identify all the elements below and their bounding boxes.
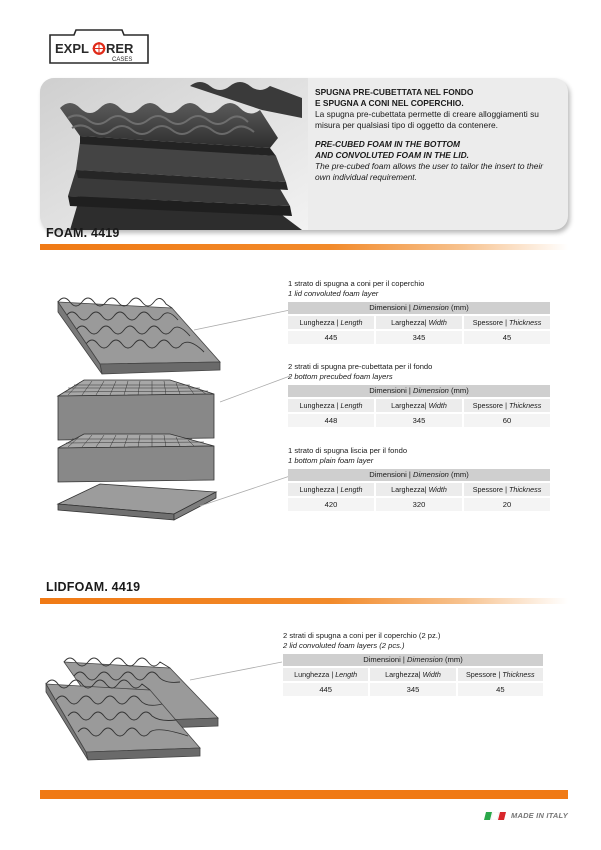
- thickness-value: 60: [464, 414, 550, 427]
- spec-caption-it: 1 strato di spugna liscia per il fondo: [288, 446, 408, 455]
- svg-text:EXPL: EXPL: [55, 41, 89, 56]
- it-heading-line-2: E SPUGNA A CONI NEL COPERCHIO.: [315, 98, 464, 108]
- foam-photo: [40, 78, 308, 230]
- length-value: 445: [288, 331, 374, 344]
- values-row: [288, 414, 550, 427]
- spec-bottom-precubed: [288, 362, 550, 427]
- it-body-line-2: misura per qualsiasi tipo di oggetto da contenere.: [315, 120, 498, 130]
- thickness-header: Spessore | Thickness: [464, 483, 550, 496]
- thickness-value: 45: [458, 683, 543, 696]
- column-headers: [288, 483, 550, 496]
- en-body-line-2: own individual requirement.: [315, 172, 417, 182]
- length-value: 445: [283, 683, 368, 696]
- width-value: 345: [376, 414, 462, 427]
- values-row: [288, 498, 550, 511]
- thickness-header: Spessore | Thickness: [464, 316, 550, 329]
- dimension-header: Dimensioni | Dimension (mm): [288, 302, 550, 314]
- length-header: Lunghezza | Length: [288, 483, 374, 496]
- it-body-line-1: La spugna pre-cubettata permette di creare alloggiamenti su: [315, 109, 539, 119]
- svg-text:CASES: CASES: [112, 57, 133, 63]
- section-rule-lidfoam: [40, 598, 568, 604]
- column-headers: [288, 316, 550, 329]
- width-header: Larghezza| Width: [370, 668, 455, 681]
- length-header: Lunghezza | Length: [288, 399, 374, 412]
- spec-caption-en: 2 bottom precubed foam layers: [288, 372, 393, 381]
- column-headers: [283, 668, 543, 681]
- spec-lidfoam-convoluted: [283, 631, 543, 696]
- thickness-header: Spessore | Thickness: [464, 399, 550, 412]
- dimension-header: Dimensioni | Dimension (mm): [283, 654, 543, 666]
- en-heading-line-1: PRE-CUBED FOAM IN THE BOTTOM: [315, 139, 461, 149]
- spec-lid-convoluted: [288, 279, 550, 344]
- dimension-header: Dimensioni | Dimension (mm): [288, 469, 550, 481]
- thickness-header: Spessore | Thickness: [458, 668, 543, 681]
- section-title-lidfoam: LIDFOAM. 4419: [46, 580, 141, 594]
- values-row: [283, 683, 543, 696]
- length-header: Lunghezza | Length: [288, 316, 374, 329]
- spec-caption-en: 2 lid convoluted foam layers (2 pcs.): [283, 641, 405, 650]
- length-header: Lunghezza | Length: [283, 668, 368, 681]
- section-title-foam: FOAM. 4419: [46, 226, 120, 240]
- values-row: [288, 331, 550, 344]
- en-heading-line-2: AND CONVOLUTED FOAM IN THE LID.: [315, 150, 470, 160]
- dimension-header: Dimensioni | Dimension (mm): [288, 385, 550, 397]
- width-header: Larghezza| Width: [376, 399, 462, 412]
- spec-caption-it: 2 strati di spugna a coni per il coperchio (2 pz.): [283, 631, 441, 640]
- footer-rule: [40, 790, 568, 799]
- length-value: 448: [288, 414, 374, 427]
- spec-caption-it: 2 strati di spugna pre-cubettata per il fondo: [288, 362, 433, 371]
- column-headers: [288, 399, 550, 412]
- length-value: 420: [288, 498, 374, 511]
- explorer-cases-logo: [46, 27, 152, 69]
- spec-caption-en: 1 bottom plain foam layer: [288, 456, 374, 465]
- width-value: 345: [370, 683, 455, 696]
- width-header: Larghezza| Width: [376, 483, 462, 496]
- width-header: Larghezza| Width: [376, 316, 462, 329]
- intro-banner: [40, 78, 568, 230]
- spec-caption-en: 1 lid convoluted foam layer: [288, 289, 379, 298]
- italian-flag-icon: [484, 812, 508, 820]
- thickness-value: 45: [464, 331, 550, 344]
- it-heading-line-1: SPUGNA PRE-CUBETTATA NEL FONDO: [315, 87, 474, 97]
- width-value: 345: [376, 331, 462, 344]
- spec-caption-it: 1 strato di spugna a coni per il coperchio: [288, 279, 425, 288]
- section-rule-foam: [40, 244, 568, 250]
- width-value: 320: [376, 498, 462, 511]
- svg-text:RER: RER: [106, 41, 134, 56]
- thickness-value: 20: [464, 498, 550, 511]
- made-in-italy-label: MADE IN ITALY: [511, 811, 568, 820]
- leader-lines: [190, 300, 300, 520]
- spec-bottom-plain: [288, 446, 550, 511]
- intro-text: [315, 87, 565, 183]
- en-body-line-1: The pre-cubed foam allows the user to tailor the insert to their: [315, 161, 544, 171]
- lidfoam-leader-line: [186, 640, 296, 690]
